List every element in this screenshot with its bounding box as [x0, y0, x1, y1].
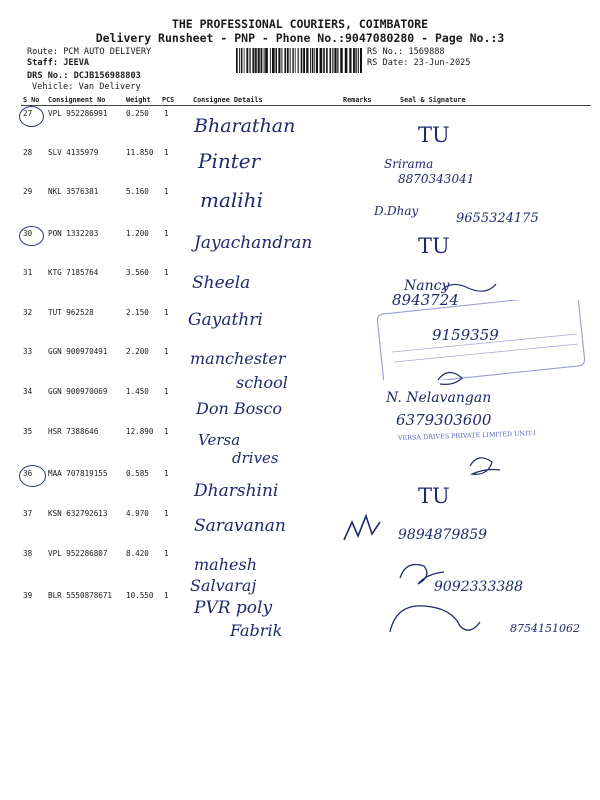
cell-pcs: 1 [164, 427, 169, 436]
versa-stamp: VERSA DRIVES PRIVATE LIMITED UNIT-I [397, 429, 536, 442]
signature-flourish [400, 565, 444, 585]
hw-signature: D.Dhay [374, 204, 419, 218]
cell-weight: 0.585 [126, 469, 149, 478]
hw-name: drives [232, 449, 279, 467]
col-sno: S No [23, 96, 40, 104]
col-weight: Weight [126, 96, 151, 104]
header-rule [21, 105, 591, 106]
hw-signature: TU [418, 123, 450, 147]
company-title: THE PROFESSIONAL COURIERS, COIMBATORE [171, 17, 429, 31]
hw-name: mahesh [194, 555, 257, 574]
cell-pcs: 1 [164, 347, 169, 356]
cell-consignment: NKL 3576381 [48, 187, 99, 196]
hw-signature: 9894879859 [398, 527, 488, 543]
table-row [0, 229, 600, 241]
cell-weight: 2.200 [126, 347, 149, 356]
route-line: Route: PCM AUTO DELIVERY [27, 47, 152, 57]
hw-signature: 9159359 [432, 326, 499, 344]
cell-pcs: 1 [164, 591, 169, 600]
rs-date-line: RS Date: 23-Jun-2025 [367, 58, 471, 68]
cell-sno: 31 [23, 268, 33, 277]
cell-weight: 2.150 [126, 308, 149, 317]
cell-pcs: 1 [164, 268, 169, 277]
cell-weight: 8.420 [126, 549, 149, 558]
cell-pcs: 1 [164, 148, 169, 157]
cell-consignment: TUT 962528 [48, 308, 94, 317]
hw-name: Fabrik [230, 621, 283, 640]
table-row [0, 187, 600, 199]
drs-line: DRS No.: DCJB156988803 [27, 71, 141, 81]
cell-pcs: 1 [164, 109, 169, 118]
hw-signature: TU [418, 234, 450, 258]
cell-consignment: GGN 900970491 [48, 347, 108, 356]
hw-signature: 6379303600 [396, 411, 492, 429]
company-stamp [372, 300, 588, 380]
hw-name: Dharshini [194, 481, 279, 501]
circle-mark [19, 226, 44, 246]
rs-no-line: RS No.: 1569888 [367, 47, 445, 57]
table-row [0, 268, 600, 280]
cell-weight: 1.450 [126, 387, 149, 396]
cell-pcs: 1 [164, 509, 169, 518]
hw-signature: 8943724 [392, 291, 459, 309]
hw-name: Sheela [192, 273, 251, 293]
cell-sno: 32 [23, 308, 33, 317]
signature-flourish [390, 606, 480, 632]
cell-weight: 0.250 [126, 109, 149, 118]
cell-sno: 37 [23, 509, 33, 518]
cell-pcs: 1 [164, 308, 169, 317]
cell-consignment: BLR 5550878671 [48, 591, 113, 600]
hw-name: malihi [200, 188, 263, 212]
vehicle-line: Vehicle: Van Delivery [32, 82, 141, 92]
cell-sno: 38 [23, 549, 33, 558]
cell-consignment: HSR 7388646 [48, 427, 99, 436]
staff-line: Staff: JEEVA [27, 58, 90, 68]
cell-pcs: 1 [164, 549, 169, 558]
hw-signature: 8754151062 [510, 622, 580, 635]
cell-weight: 4.970 [126, 509, 149, 518]
col-remarks: Remarks [343, 96, 372, 104]
cell-pcs: 1 [164, 469, 169, 478]
hw-name: Bharathan [194, 115, 296, 137]
cell-sno: 34 [23, 387, 33, 396]
signature-flourish [442, 284, 496, 291]
table-row [0, 148, 600, 160]
col-seal: Seal & Signature [400, 96, 466, 104]
col-consignment: Consignment No [48, 96, 106, 104]
hw-name: manchester [190, 349, 286, 368]
cell-consignment: KSN 632792613 [48, 509, 108, 518]
cell-consignment: MAA 707819155 [48, 469, 108, 478]
cell-weight: 5.160 [126, 187, 149, 196]
hw-name: Gayathri [188, 310, 263, 330]
runsheet-subtitle: Delivery Runsheet - PNP - Phone No.:9047080280 - Page No.:3 [95, 31, 505, 45]
hw-name: Salvaraj [190, 576, 257, 595]
barcode [236, 48, 362, 73]
cell-consignment: KTG 7185764 [48, 268, 99, 277]
cell-weight: 1.200 [126, 229, 149, 238]
table-row [0, 509, 600, 521]
cell-pcs: 1 [164, 229, 169, 238]
cell-sno: 35 [23, 427, 33, 436]
hw-signature: N. Nelavangan [386, 390, 492, 406]
hw-signature: 9092333388 [434, 579, 524, 595]
cell-sno: 39 [23, 591, 33, 600]
cell-sno: 27 [23, 109, 33, 118]
cell-consignment: VPL 952286991 [48, 109, 108, 118]
hw-name: Versa [198, 431, 241, 449]
table-row [0, 549, 600, 561]
cell-pcs: 1 [164, 187, 169, 196]
hw-signature: 8870343041 [398, 172, 475, 186]
hw-signature: 9655324175 [456, 211, 539, 226]
hw-name: Jayachandran [194, 233, 313, 253]
cell-weight: 3.560 [126, 268, 149, 277]
hw-name: school [236, 373, 288, 392]
cell-sno: 36 [23, 469, 33, 478]
cell-weight: 11.850 [126, 148, 154, 157]
hw-name: Saravanan [194, 516, 286, 536]
table-row [0, 591, 600, 603]
col-pcs: PCS [162, 96, 175, 104]
table-row [0, 109, 600, 121]
cell-consignment: VPL 952286807 [48, 549, 108, 558]
circle-mark [19, 465, 46, 487]
hw-signature: Nancy [404, 278, 450, 294]
hw-signature: TU [418, 484, 450, 508]
cell-consignment: PON 1332203 [48, 229, 99, 238]
hw-signature: Srirama [384, 157, 434, 171]
cell-sno: 33 [23, 347, 33, 356]
hw-name: Pinter [198, 149, 261, 173]
cell-sno: 29 [23, 187, 33, 196]
circle-mark [19, 106, 44, 127]
table-row [0, 469, 600, 481]
cell-consignment: SLV 4135979 [48, 148, 99, 157]
cell-weight: 10.550 [126, 591, 154, 600]
hw-name: PVR poly [194, 598, 273, 618]
cell-pcs: 1 [164, 387, 169, 396]
cell-consignment: GGN 900970069 [48, 387, 108, 396]
cell-sno: 30 [23, 229, 33, 238]
table-row [0, 427, 600, 439]
cell-weight: 12.890 [126, 427, 154, 436]
cell-sno: 28 [23, 148, 33, 157]
hw-name: Don Bosco [196, 399, 283, 418]
col-consignee: Consignee Details [193, 96, 263, 104]
table-row [0, 387, 600, 399]
